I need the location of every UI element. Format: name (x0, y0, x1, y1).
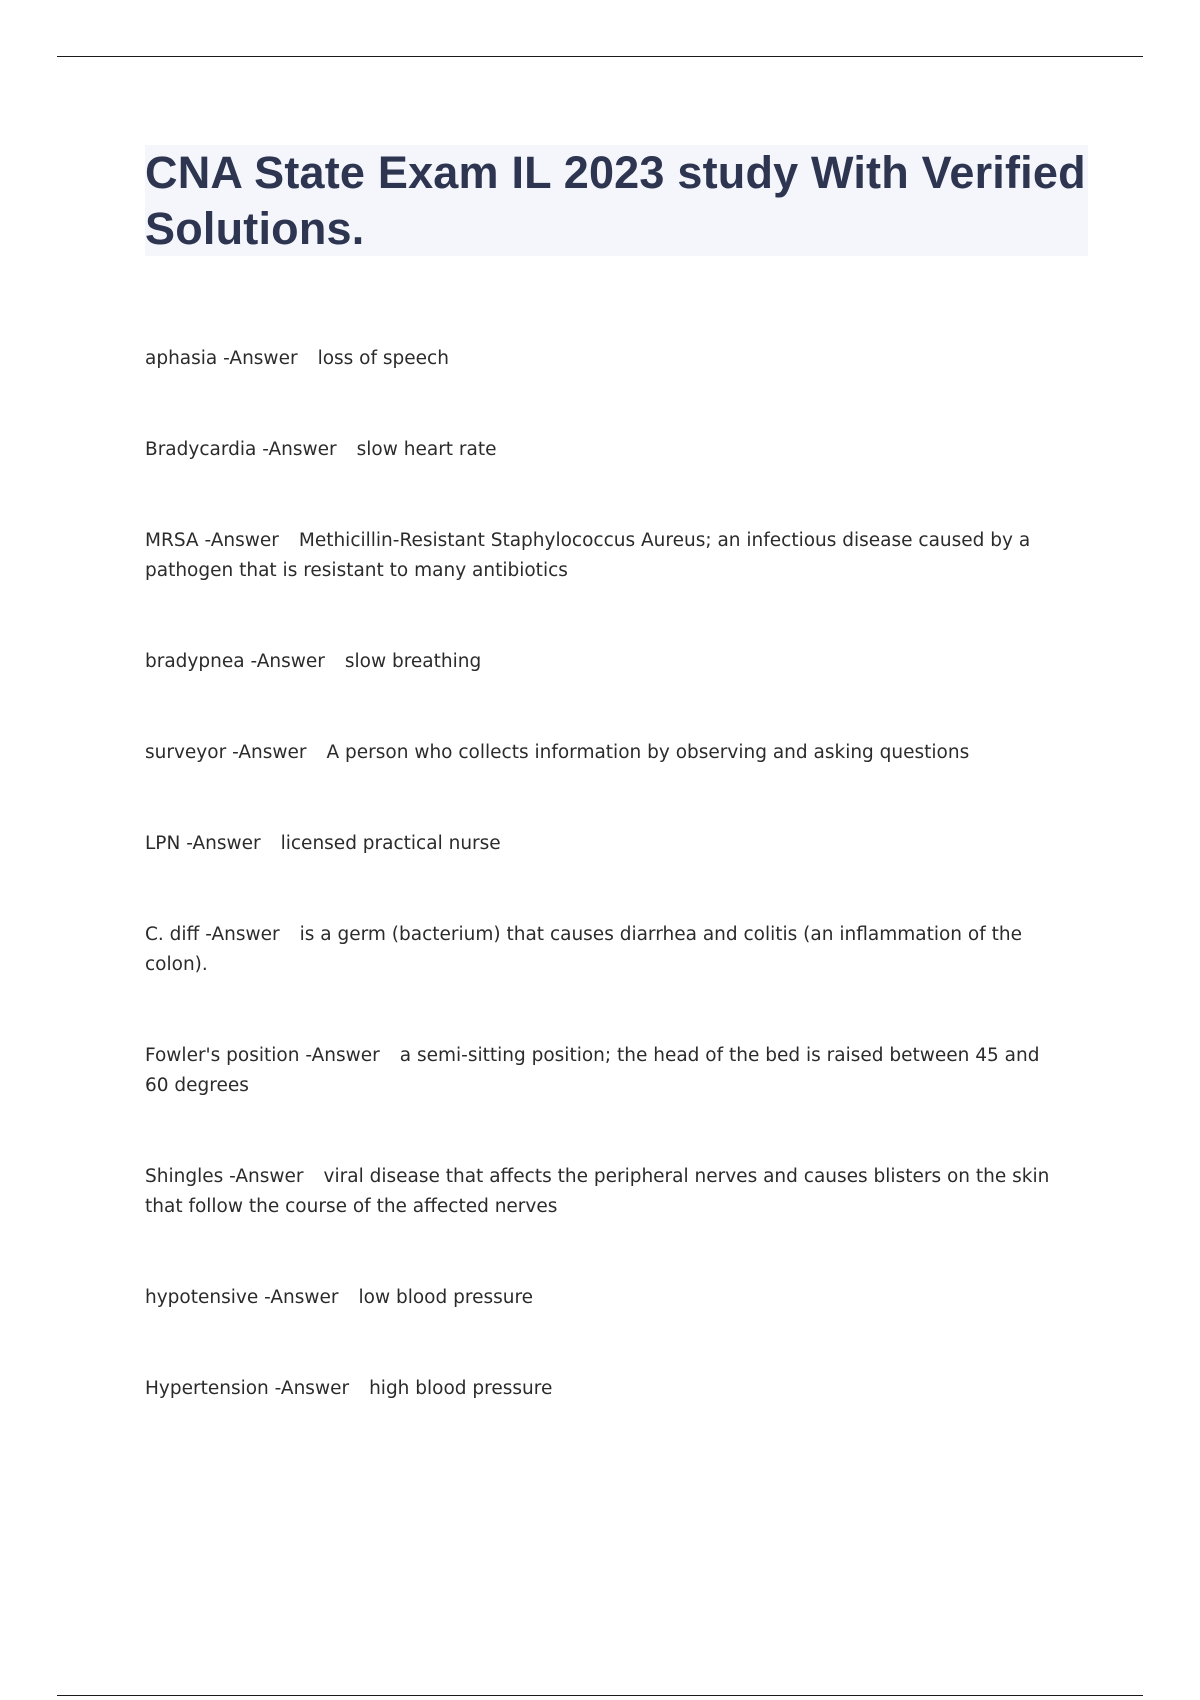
qa-term: Fowler's position (145, 1045, 300, 1066)
qa-list (145, 344, 1065, 1465)
qa-term: Shingles (145, 1166, 224, 1187)
qa-entry (145, 526, 1065, 586)
answer-separator: -Answer (223, 1166, 304, 1187)
answer-separator: -Answer (180, 833, 261, 854)
qa-entry (145, 1374, 1065, 1404)
answer-separator: -Answer (198, 530, 279, 551)
answer-separator: -Answer (258, 1287, 339, 1308)
qa-definition: low blood pressure (358, 1287, 534, 1308)
qa-term: Bradycardia (145, 439, 257, 460)
qa-term: LPN (145, 833, 181, 854)
qa-definition: a semi-sitting position; the head of the bed is raised between 45 and 60 degrees (145, 1045, 1040, 1096)
qa-entry (145, 829, 1065, 859)
qa-term: MRSA (145, 530, 199, 551)
page-title: CNA State Exam IL 2023 study With Verified Solutions. (145, 147, 1086, 254)
qa-entry (145, 1041, 1065, 1101)
qa-term: aphasia (145, 348, 218, 369)
answer-separator: -Answer (299, 1045, 380, 1066)
qa-definition: Methicillin-Resistant Staphylococcus Aureus; an infectious disease caused by a pathogen that is resistant to many antibiotics (145, 530, 1031, 581)
answer-separator: -Answer (199, 924, 280, 945)
qa-entry (145, 920, 1065, 980)
qa-entry (145, 738, 1065, 768)
title-block (145, 145, 1088, 256)
qa-entry (145, 344, 1065, 374)
answer-separator: -Answer (268, 1378, 350, 1399)
qa-entry (145, 647, 1065, 677)
answer-separator: -Answer (226, 742, 307, 763)
qa-term: hypotensive (145, 1287, 259, 1308)
qa-entry (145, 1162, 1065, 1222)
qa-entry (145, 1283, 1065, 1313)
qa-definition: loss of speech (317, 348, 449, 369)
qa-definition: high blood pressure (369, 1378, 553, 1399)
qa-definition: slow breathing (344, 651, 482, 672)
answer-separator: -Answer (244, 651, 325, 672)
footer-rule (57, 1695, 1143, 1696)
qa-term: Hypertension (145, 1378, 269, 1399)
qa-definition: is a germ (bacterium) that causes diarrhea and colitis (an inflammation of the colon). (145, 924, 1022, 975)
qa-term: bradypnea (145, 651, 245, 672)
qa-definition: licensed practical nurse (280, 833, 501, 854)
qa-definition: A person who collects information by observing and asking questions (326, 742, 970, 763)
answer-separator: -Answer (217, 348, 298, 369)
qa-term: C. diff (145, 924, 200, 945)
header-rule (57, 56, 1143, 57)
qa-term: surveyor (145, 742, 227, 763)
qa-definition: slow heart rate (356, 439, 497, 460)
qa-definition: viral disease that affects the peripheral nerves and causes blisters on the skin that follow the course of the affected nerves (145, 1166, 1050, 1217)
answer-separator: -Answer (256, 439, 337, 460)
qa-entry (145, 435, 1065, 465)
